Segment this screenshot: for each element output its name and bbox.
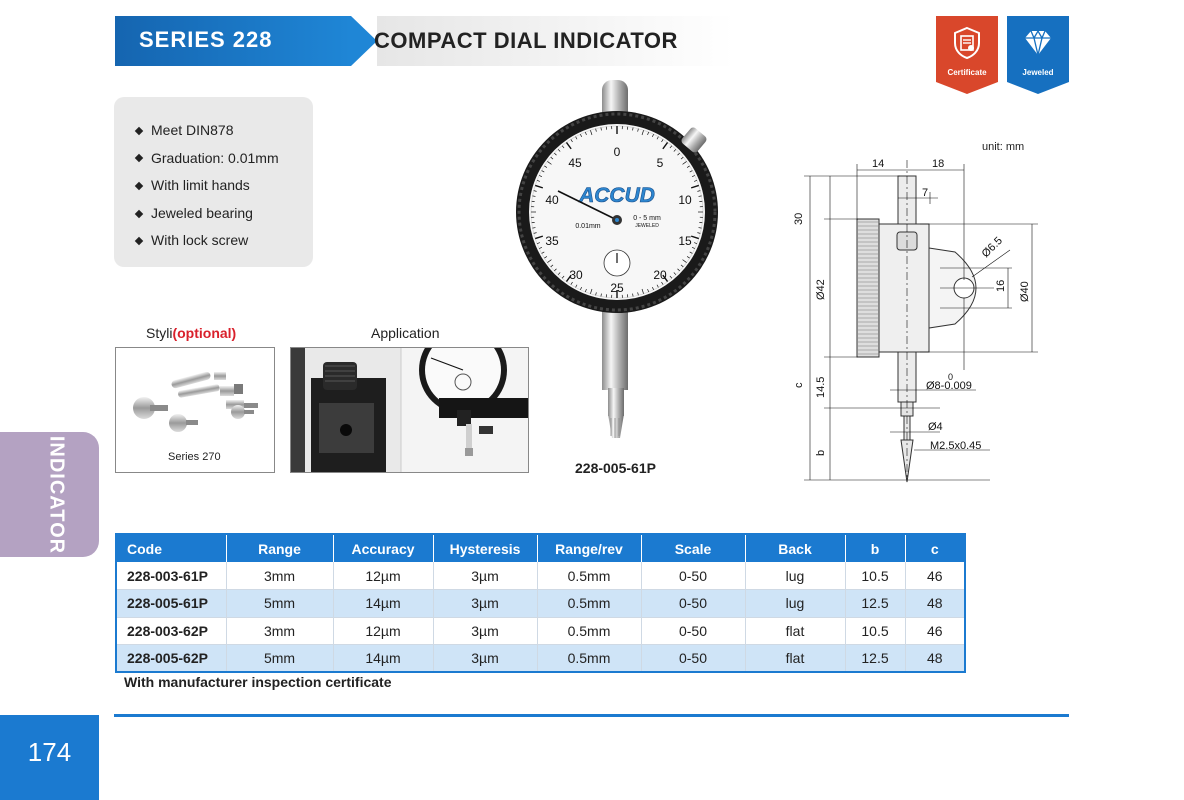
col-header: b [845, 534, 905, 562]
col-header: Back [745, 534, 845, 562]
dial-number: 20 [653, 268, 667, 282]
jeweled-label: Jeweled [1022, 68, 1054, 77]
dim-6-5: Ø6.5 [979, 234, 1005, 261]
dim-40: Ø40 [1019, 281, 1031, 302]
certificate-label: Certificate [947, 68, 987, 77]
diamond-icon [1021, 26, 1055, 60]
header-banner [115, 16, 735, 66]
category-label: INDICATOR [45, 435, 68, 555]
dial-number: 10 [678, 193, 692, 207]
dim-m2-5: M2.5x0.45 [930, 440, 982, 452]
dial-number: 35 [545, 234, 559, 248]
table-row: 228-003-62P 3mm 12µm 3µm 0.5mm 0-50 flat 10.5 46 [116, 617, 965, 645]
feature-item: Graduation: 0.01mm [134, 145, 279, 173]
dial-number: 40 [545, 193, 559, 207]
application-photo [290, 347, 529, 473]
table-header-row [116, 534, 965, 562]
application-caption: Application [371, 325, 440, 341]
spec-table [115, 533, 966, 673]
technical-drawing [780, 140, 1050, 490]
features-list [134, 117, 279, 255]
bullet-icon [135, 127, 143, 135]
certificate-icon [950, 26, 984, 60]
feature-item: With lock screw [134, 227, 279, 255]
series-label: SERIES 228 [139, 27, 273, 52]
styli-photo [115, 347, 275, 473]
page-number-box [0, 715, 99, 800]
dial-number: 25 [610, 281, 624, 295]
dial-number: 45 [568, 156, 582, 170]
optional-label: (optional) [172, 325, 237, 341]
dial-number: 5 [656, 156, 664, 170]
table-note: With manufacturer inspection certificate [124, 674, 392, 690]
footer-divider [114, 714, 1069, 717]
product-code: 228-005-61P [575, 460, 656, 476]
table-row: 228-005-61P 5mm 14µm 3µm 0.5mm 0-50 lug 12.5 48 [116, 590, 965, 618]
page-number: 174 [27, 737, 72, 767]
dim-42: Ø42 [815, 279, 827, 300]
col-header: Code [116, 534, 226, 562]
unit-label: unit: mm [982, 141, 1025, 153]
dim-b: b [815, 449, 827, 456]
col-header: Range/rev [537, 534, 641, 562]
bullet-icon [135, 237, 143, 245]
col-header: Scale [641, 534, 745, 562]
dial-jeweled: JEWELED [635, 223, 659, 229]
dim-8: Ø8-0.009 [926, 380, 972, 392]
table-row: 228-003-61P 3mm 12µm 3µm 0.5mm 0-50 lug 10.5 46 [116, 562, 965, 590]
col-header: Range [226, 534, 333, 562]
category-side-tab [0, 432, 99, 557]
bullet-icon [135, 182, 143, 190]
dial-number: 15 [678, 234, 692, 248]
dial-number: 0 [613, 145, 621, 159]
feature-item: Meet DIN878 [134, 117, 279, 145]
dim-14: 14 [872, 158, 885, 170]
styli-series-label: Series 270 [168, 451, 221, 463]
jeweled-badge [1007, 16, 1069, 96]
dial-indicator-image [516, 78, 720, 450]
page-title: COMPACT DIAL INDICATOR [374, 28, 678, 53]
bullet-icon [135, 154, 143, 162]
dim-4: Ø4 [928, 421, 943, 433]
dial-number: 30 [569, 268, 583, 282]
styli-caption: Styli(optional) [146, 325, 237, 341]
dim-30: 30 [793, 212, 805, 225]
certificate-badge [936, 16, 998, 96]
dial-brand: ACCUD [579, 184, 655, 207]
bullet-icon [135, 209, 143, 217]
col-header: Hysteresis [433, 534, 537, 562]
dim-14-5: 14.5 [815, 376, 827, 398]
application-illustration [291, 348, 529, 473]
dial-range: 0 - 5 mm [633, 215, 661, 222]
dim-16: 16 [995, 279, 1007, 292]
dim-c: c [793, 382, 805, 388]
dim-7: 7 [922, 187, 929, 199]
feature-item: With limit hands [134, 172, 279, 200]
table-row: 228-005-62P 5mm 14µm 3µm 0.5mm 0-50 flat 12.5 48 [116, 645, 965, 673]
col-header: c [905, 534, 965, 562]
dim-18: 18 [932, 158, 945, 170]
feature-item: Jeweled bearing [134, 200, 279, 228]
dial-graduation: 0.01mm [575, 223, 601, 230]
dim-8-top: 0 [948, 372, 954, 382]
col-header: Accuracy [333, 534, 433, 562]
features-box [114, 97, 313, 267]
